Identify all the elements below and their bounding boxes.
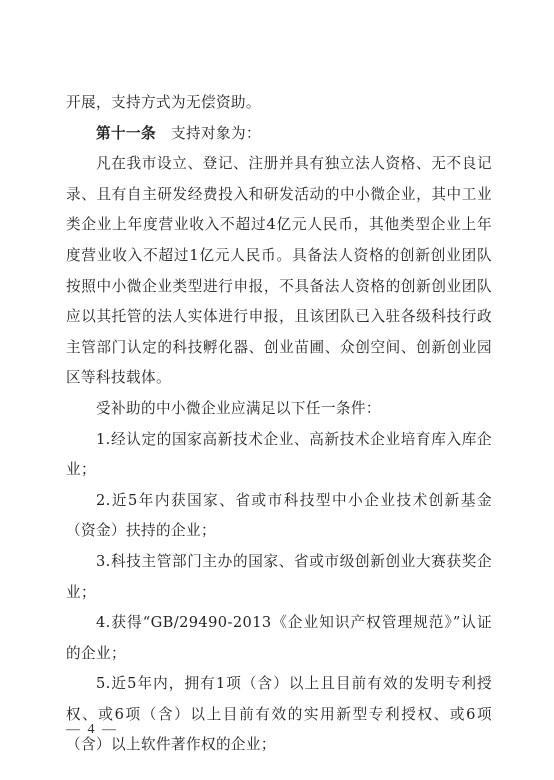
condition-item-4: 4.获得“GB/29490-2013《企业知识产权管理规范》”认证的企业； [66, 614, 492, 662]
condition-item-3: 3.科技主管部门主办的国家、省或市级创新创业大赛获奖企业； [66, 552, 492, 601]
condition-item-5: 5.近5年内，拥有1项（含）以上且目前有效的发明专利授权、或6项（含）以上目前有效的实用新型专利授权、或6项（含）以上软件著作权的企业； [66, 675, 492, 754]
eligibility-paragraph: 凡在我市设立、登记、注册并具有独立法人资格、无不良记录、且有自主研发经费投入和研发活动的中小微企业，其中工业类企业上年度营业收入不超过4亿元人民币，其他类型企业上年度营业收入不超过1亿元人民币。具备法人资格的创新创业团队按照中小微企业类型进行申报，不具备法人资格的创新创业团队应以其托管的法人实体进行申报，且该团队已入驻各级科技行政主管部门认定的科技孵化器、创业苗圃、众创空间、创新创业园区等科技载体。 [66, 155, 492, 387]
condition-item-2: 2.近5年内获国家、省或市科技型中小企业技术创新基金（资金）扶持的企业； [66, 491, 492, 540]
condition-item-1: 1.经认定的国家高新技术企业、高新技术企业培育库入库企业； [66, 430, 492, 479]
document-body [66, 88, 492, 761]
conditions-intro: 受补助的中小微企业应满足以下任一条件： [96, 399, 381, 417]
article-heading: 第十一条 [96, 124, 156, 142]
page-number: — 4 — [66, 722, 118, 737]
article-eleven [66, 119, 492, 150]
article-text: 支持对象为： [170, 124, 261, 142]
continuation-line: 开展，支持方式为无偿资助。 [66, 94, 261, 111]
